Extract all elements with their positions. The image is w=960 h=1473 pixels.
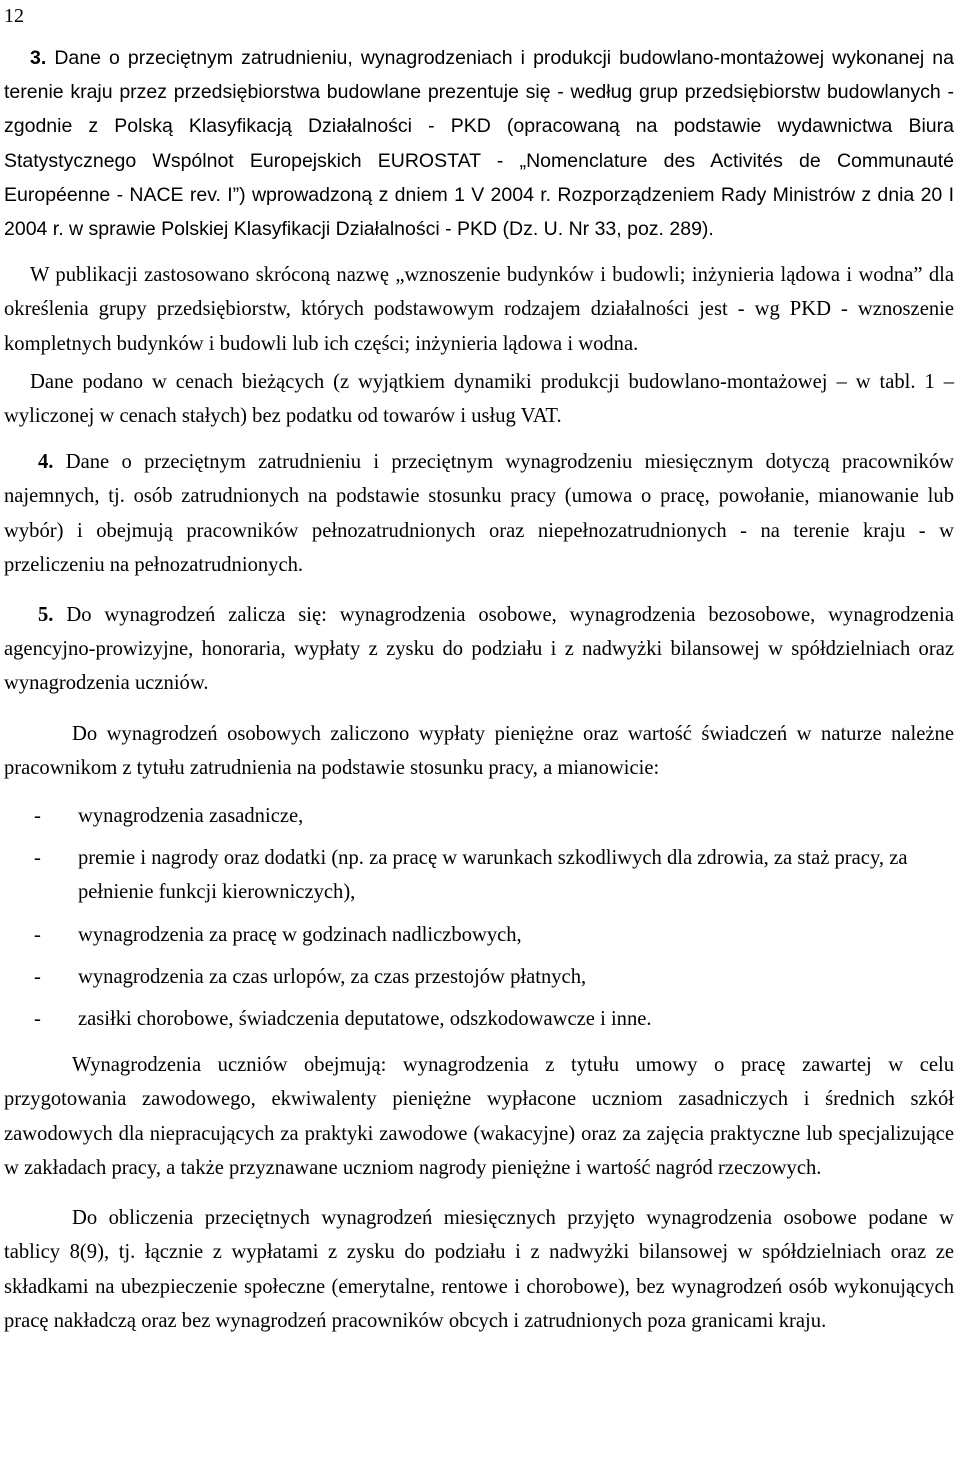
list-item-text: wynagrodzenia za czas urlopów, za czas przestojów płatnych,	[78, 965, 587, 988]
list-dash: -	[34, 923, 41, 946]
page-number: 12	[4, 5, 24, 27]
section-5-number: 5.	[38, 604, 54, 627]
personal-remuneration-paragraph: Do wynagrodzeń osobowych zaliczono wypłaty pieniężne oraz wartość świadczeń w naturze należne pracownikom z tytułu zatrudnienia na podstawie stosunku pracy, a mianowicie:	[4, 722, 954, 779]
document-body	[4, 41, 954, 1338]
section-5-text: Do wynagrodzeń zalicza się: wynagrodzenia osobowe, wynagrodzenia bezosobowe, wynagrodzenia agencyjno-prowizyjne, honoraria, wypłaty z zysku do podziału i z nadwyżki bilansowej w spółdzielniach oraz wynagrodzenia uczniów.	[4, 604, 954, 695]
list-dash: -	[34, 805, 41, 828]
section-3-text: Dane o przeciętnym zatrudnieniu, wynagrodzeniach i produkcji budowlano-montażowej wykonanej na terenie kraju przez przedsiębiorstwa budowlane prezentuje się - według grup przedsiębiorstw budowlanych - zgodnie z Polską Klasyfikacją Działalności - PKD (opracowaną na podstawie wydawnictwa Biura Statystycznego Wspólnot Europejskich EUROSTAT - „Nomenclature des Activités de Communauté Européenne - NACE rev. I”) wprowadzoną z dniem 1 V 2004 r. Rozporządzeniem Rady Ministrów z dnia 20 I 2004 r. w sprawie Polskiej Klasyfikacji Działalności - PKD (Dz. U. Nr 33, poz. 289).	[4, 47, 954, 241]
list-item-text: wynagrodzenia zasadnicze,	[78, 805, 304, 828]
list-dash: -	[34, 1008, 41, 1031]
list-item	[4, 1002, 954, 1036]
list-item	[4, 841, 954, 909]
list-item	[4, 799, 954, 833]
list-item-text: premie i nagrody oraz dodatki (np. za pracę w warunkach szkodliwych dla zdrowia, za staż pracy, za pełnienie funkcji kierowniczych),	[78, 847, 908, 904]
section-3-number: 3.	[30, 47, 47, 69]
list-item-text: wynagrodzenia za pracę w godzinach nadliczbowych,	[78, 923, 522, 946]
section-3-paragraph	[4, 41, 954, 246]
remuneration-list	[4, 799, 954, 1036]
section-4-paragraph	[4, 445, 954, 582]
students-remuneration-paragraph: Wynagrodzenia uczniów obejmują: wynagrodzenia z tytułu umowy o pracę zawartej w celu przygotowania zawodowego, ekwiwalenty pieniężne wypłacone uczniom zasadniczych i średnich szkół zawodowych dla niepracujących za praktyki zawodowe (wakacyjne) oraz za zajęcia praktyczne lub specjalizujące w zakładach pracy, a także przyznawane uczniom nagrody pieniężne i wartość nagród rzeczowych.	[4, 1054, 954, 1179]
list-item-text: zasiłki chorobowe, świadczenia deputatowe, odszkodowawcze i inne.	[78, 1008, 652, 1031]
list-dash: -	[34, 965, 41, 988]
list-item	[4, 918, 954, 952]
average-calculation-paragraph: Do obliczenia przeciętnych wynagrodzeń miesięcznych przyjęto wynagrodzenia osobowe podane w tablicy 8(9), tj. łącznie z wypłatami z zysku do podziału i z nadwyżki bilansowej w spółdzielniach oraz ze składkami na ubezpieczenie społeczne (emerytalne, rentowe i chorobowe), bez wynagrodzeń osób wykonujących pracę nakładczą oraz bez wynagrodzeń pracowników obcych i zatrudnionych poza granicami kraju.	[4, 1207, 954, 1332]
section-4-number: 4.	[38, 451, 54, 474]
prices-paragraph: Dane podano w cenach bieżących (z wyjątkiem dynamiki produkcji budowlano-montażowej – w tabl. 1 – wyliczonej w cenach stałych) bez podatku od towarów i usług VAT.	[4, 370, 954, 428]
list-item	[4, 960, 954, 994]
section-4-text: Dane o przeciętnym zatrudnieniu i przeciętnym wynagrodzeniu miesięcznym dotyczą pracowników najemnych, tj. osób zatrudnionych na podstawie stosunku pracy (umowa o pracę, powołanie, mianowanie lub wybór) i obejmują pracowników pełnozatrudnionych oraz niepełnozatrudnionych - na terenie kraju - w przeliczeniu na pełnozatrudnionych.	[4, 451, 954, 576]
publication-name-paragraph: W publikacji zastosowano skróconą nazwę „wznoszenie budynków i budowli; inżynieria lądowa i wodna” dla określenia grupy przedsiębiorstw, których podstawowym rodzajem działalności jest - wg PKD - wznoszenie kompletnych budynków i budowli lub ich części; inżynieria lądowa i wodna.	[4, 264, 954, 355]
list-dash: -	[34, 847, 41, 870]
section-5-paragraph	[4, 598, 954, 701]
